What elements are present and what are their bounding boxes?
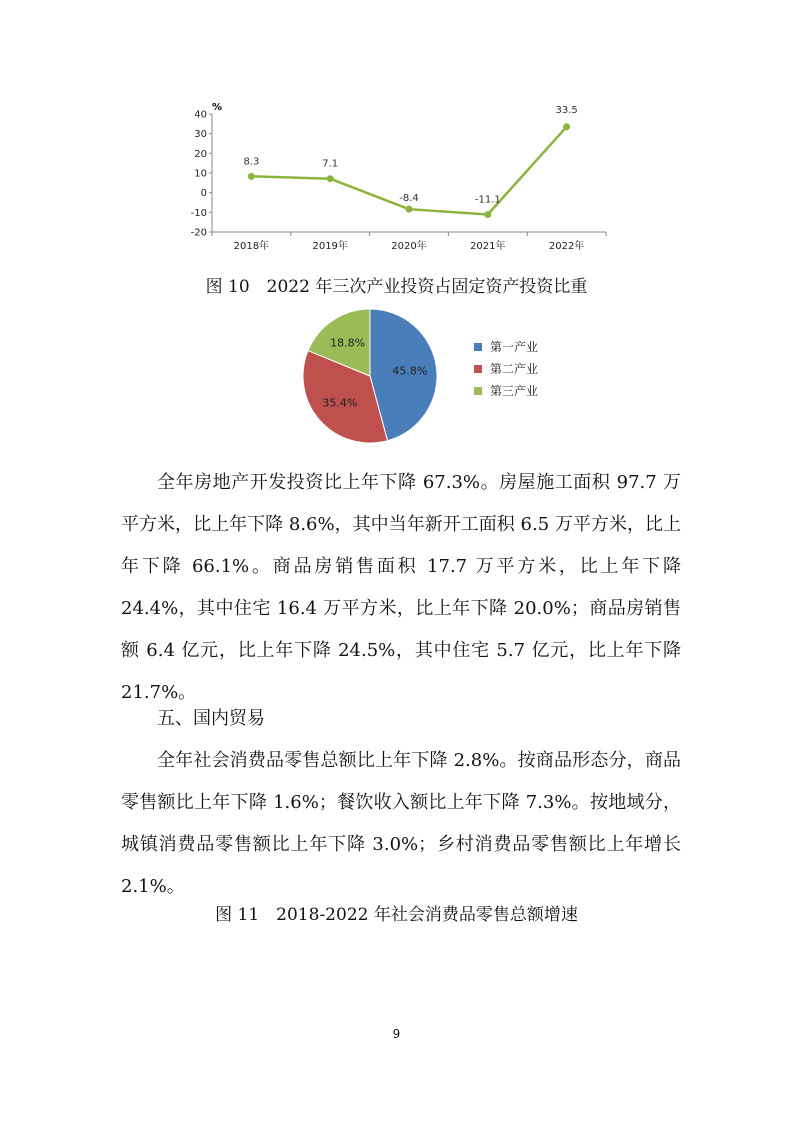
paragraph-real-estate: 全年房地产开发投资比上年下降 67.3%。房屋施工面积 97.7 万平方米，比上年下降 8.6%，其中当年新开工面积 6.5 万平方米，比上年下降 66.1%。商品房销售面积 17.7 万平方米，比上年下降 24.4%，其中住宅 16.4 万平方米，比上年下降 20.0%；商品房销售额 6.4 亿元，比上年下降 24.5%，其中住宅 5.7 亿元，比上年下降 21.7%。: [121, 472, 681, 703]
legend-swatch: [474, 343, 482, 351]
pie-chart: [290, 300, 450, 460]
data-point: [563, 123, 570, 130]
section-heading-domestic-trade: 五、国内贸易: [157, 708, 265, 729]
y-axis: [191, 110, 212, 239]
x-tick-label: 2020年: [391, 241, 427, 252]
legend-swatch: [474, 365, 482, 373]
data-label: 33.5: [555, 104, 578, 116]
x-tick-label: 2022年: [548, 241, 585, 252]
x-axis: [212, 232, 606, 252]
y-tick-label: 40: [194, 109, 207, 121]
figure-11-caption: 图 11 2018-2022 年社会消费品零售总额增速: [215, 905, 578, 925]
x-tick-label: 2019年: [312, 241, 348, 252]
page-number: 9: [392, 1027, 401, 1041]
x-tick-label: 2018年: [233, 241, 270, 252]
line-series: [243, 105, 577, 218]
figure-10-caption: 图 10 2022 年三次产业投资占固定资产投资比重: [205, 277, 588, 297]
pie-data-label: 45.8%: [392, 364, 428, 378]
data-label: -8.4: [399, 193, 419, 205]
y-tick-label: 30: [194, 129, 207, 141]
data-point: [484, 211, 491, 218]
y-tick-label: 10: [194, 168, 207, 180]
data-label: 8.3: [243, 156, 260, 168]
legend-item-secondary: [474, 360, 538, 377]
legend-item-tertiary: [474, 382, 538, 399]
data-point: [248, 173, 255, 180]
data-label: 7.1: [322, 158, 339, 170]
legend-label: 第三产业: [490, 384, 539, 398]
pie-data-label: 35.4%: [322, 396, 358, 410]
y-tick-label: 20: [194, 148, 207, 160]
legend-swatch: [474, 387, 482, 395]
x-tick-label: 2021年: [470, 241, 506, 252]
data-label: -11.1: [474, 194, 501, 206]
legend-item-primary: [474, 338, 538, 355]
data-point: [406, 206, 413, 213]
data-point: [327, 175, 334, 182]
pie-data-label: 18.8%: [330, 336, 366, 350]
paragraph-retail-sales: 全年社会消费品零售总额比上年下降 2.8%。按商品形态分，商品零售额比上年下降 1.6%；餐饮收入额比上年下降 7.3%。按地域分，城镇消费品零售额比上年下降 3.0%；乡村消费品零售额比上年增长 2.1%。: [121, 750, 681, 897]
y-tick-label: 0: [200, 188, 207, 200]
y-tick-label: -20: [190, 227, 207, 239]
y-unit-label: %: [212, 102, 223, 113]
legend-label: 第二产业: [490, 362, 539, 376]
line-chart: [178, 92, 618, 262]
legend-label: 第一产业: [490, 340, 539, 354]
y-tick-label: -10: [190, 207, 207, 219]
